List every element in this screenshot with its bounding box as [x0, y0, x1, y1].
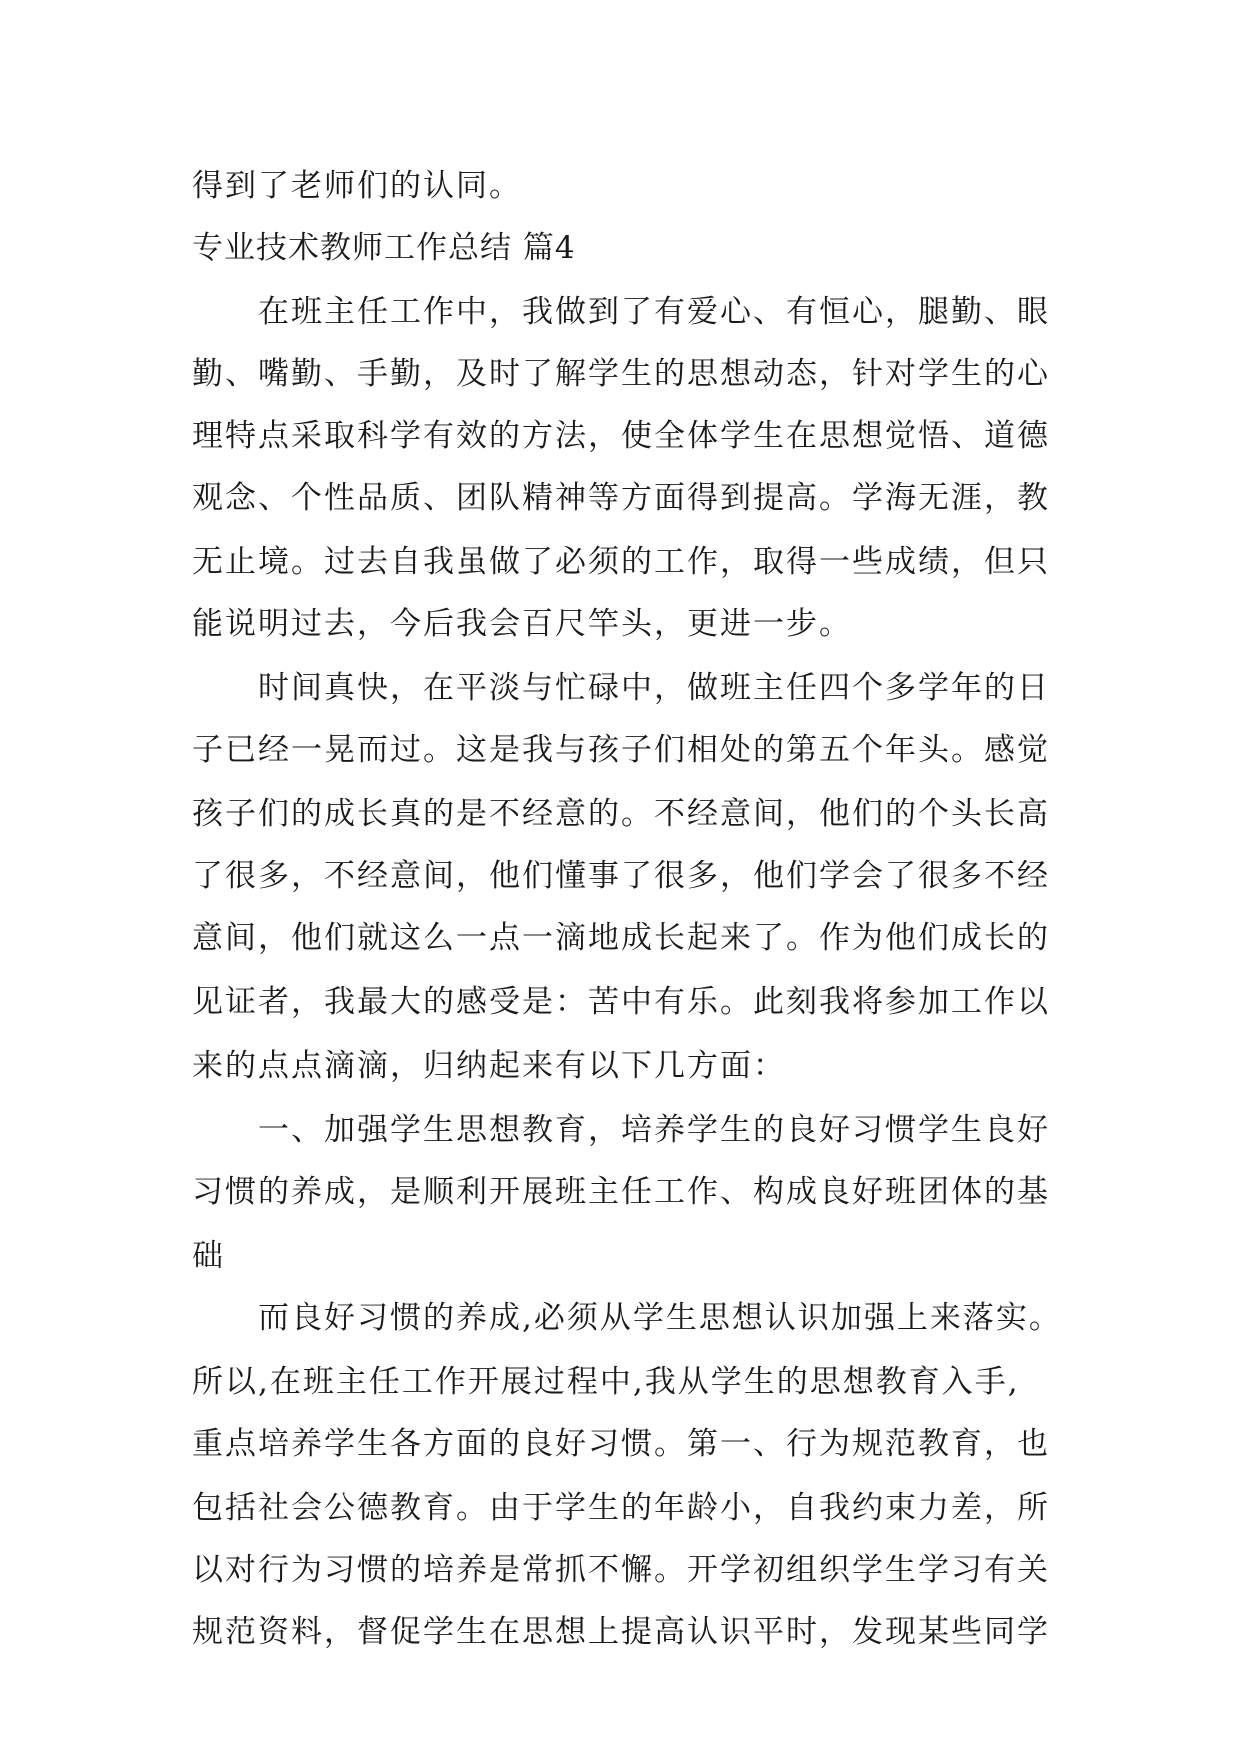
text-line: 孩子们的成长真的是不经意的。不经意间，他们的个头长高: [192, 796, 1050, 832]
text-line: 础: [192, 1238, 225, 1274]
text-line: 习惯的养成，是顺利开展班主任工作、构成良好班团体的基: [192, 1174, 1050, 1210]
text-line: 包括社会公德教育。由于学生的年龄小，自我约束力差，所: [192, 1490, 1050, 1526]
text-line: 观念、个性品质、团队精神等方面得到提高。学海无涯，教: [192, 480, 1050, 516]
text-line: 意间，他们就这么一点一滴地成长起来了。作为他们成长的: [192, 920, 1050, 956]
text-line: 时间真快，在平淡与忙碌中，做班主任四个多学年的日: [192, 670, 1050, 706]
text-line: 得到了老师们的认同。: [192, 168, 522, 204]
text-line: 所以,在班主任工作开展过程中,我从学生的思想教育入手,: [192, 1364, 1020, 1400]
text-line: 了很多，不经意间，他们懂事了很多，他们学会了很多不经: [192, 858, 1050, 894]
text-line: 子已经一晃而过。这是我与孩子们相处的第五个年头。感觉: [192, 732, 1050, 768]
text-line: 勤、嘴勤、手勤，及时了解学生的思想动态，针对学生的心: [192, 356, 1050, 392]
text-line: 见证者，我最大的感受是：苦中有乐。此刻我将参加工作以: [192, 984, 1050, 1020]
text-line: 而良好习惯的养成,必须从学生思想认识加强上来落实。: [192, 1300, 1062, 1336]
text-line: 在班主任工作中，我做到了有爱心、有恒心，腿勤、眼: [192, 294, 1050, 330]
text-line: 以对行为习惯的培养是常抓不懈。开学初组织学生学习有关: [192, 1552, 1050, 1588]
text-line: 规范资料，督促学生在思想上提高认识平时，发现某些同学: [192, 1614, 1050, 1650]
section-heading: 专业技术教师工作总结 篇4: [192, 230, 576, 266]
text-line: 能说明过去，今后我会百尺竿头，更进一步。: [192, 606, 852, 642]
text-line: 重点培养学生各方面的良好习惯。第一、行为规范教育，也: [192, 1426, 1050, 1462]
text-line: 无止境。过去自我虽做了必须的工作，取得一些成绩，但只: [192, 544, 1050, 580]
text-line: 来的点点滴滴，归纳起来有以下几方面：: [192, 1048, 786, 1084]
text-line: 一、加强学生思想教育，培养学生的良好习惯学生良好: [192, 1112, 1050, 1148]
text-line: 理特点采取科学有效的方法，使全体学生在思想觉悟、道德: [192, 418, 1050, 454]
